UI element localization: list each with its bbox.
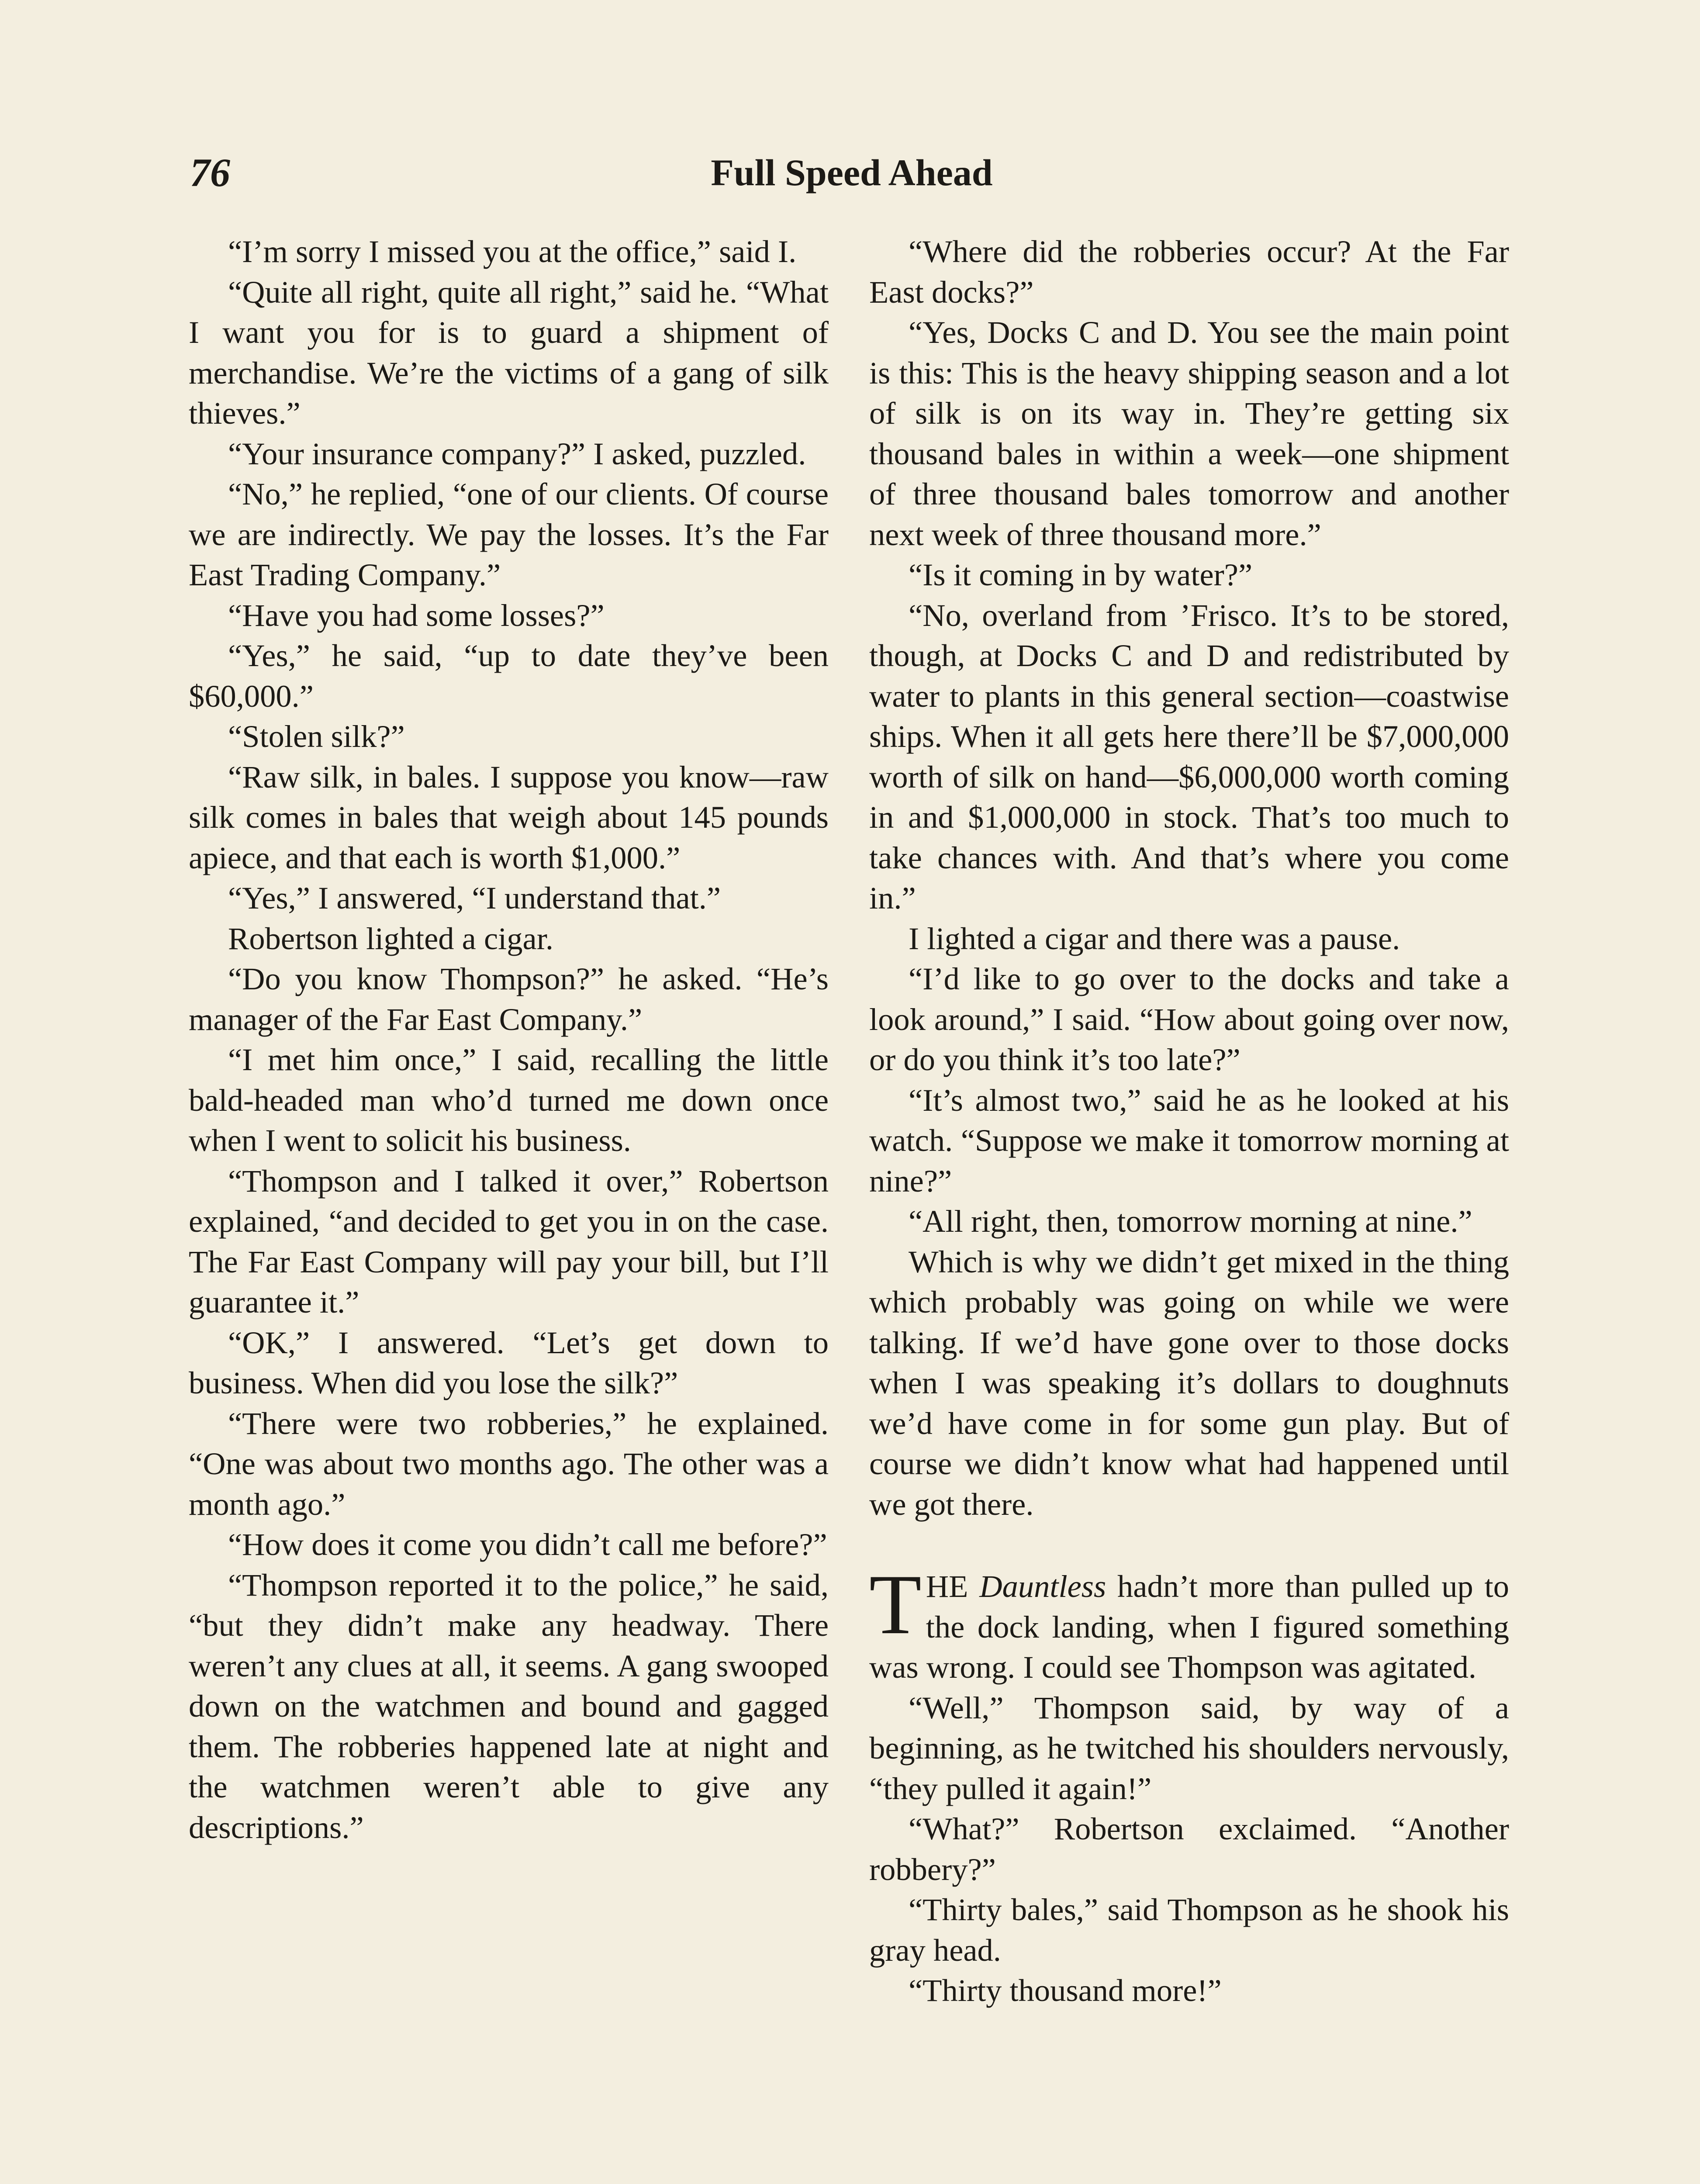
- paragraph: “No,” he replied, “one of our clients. Of course we are indirectly. We pay the losses. It’s the Far East Trading Company.”: [189, 476, 829, 592]
- paragraph: “How does it come you didn’t call me before?”: [228, 1527, 827, 1562]
- paragraph: “Thirty thousand more!”: [909, 1973, 1222, 2008]
- paragraph: “Thirty bales,” said Thompson as he shook his gray head.: [869, 1892, 1509, 1968]
- left-column: [189, 232, 829, 1848]
- paragraph: “I’m sorry I missed you at the office,” said I.: [228, 234, 797, 269]
- paragraph: Robertson lighted a cigar.: [228, 920, 553, 956]
- paragraph: I lighted a cigar and there was a pause.: [909, 920, 1400, 956]
- ship-name: Dauntless: [979, 1569, 1106, 1604]
- paragraph: “Where did the robberies occur? At the Far East docks?”: [869, 234, 1509, 310]
- lead-caps: HE: [926, 1569, 968, 1604]
- paragraph: “I met him once,” I said, recalling the little bald-headed man who’d turned me down once when I went to solicit his business.: [189, 1042, 829, 1158]
- paragraph: “Yes,” he said, “up to date they’ve been $60,000.”: [189, 638, 829, 714]
- paragraph: “There were two robberies,” he explained. “One was about two months ago. The other was a month ago.”: [189, 1405, 829, 1522]
- page-number: 76: [190, 150, 230, 195]
- opening-text: hadn’t more than pulled up to the dock landing, when I figured something was wrong. I could see Thompson was agitated.: [869, 1569, 1509, 1685]
- paragraph: Which is why we didn’t get mixed in the thing which probably was going on while we were talking. If we’d have gone over to those docks when I was speaking it’s dollars to doughnuts we’d have come in for some gun play. But of course we didn’t know what had happened until we got there.: [869, 1244, 1509, 1522]
- paragraph: “What?” Robertson exclaimed. “Another robbery?”: [869, 1811, 1509, 1887]
- section-opening-paragraph: [869, 1557, 1509, 1688]
- paragraph: “Do you know Thompson?” he asked. “He’s manager of the Far East Company.”: [189, 961, 829, 1037]
- paragraph: “Quite all right, quite all right,” said he. “What I want you for is to guard a shipment of merchandise. We’re the victims of a gang of silk thieves.”: [189, 274, 829, 431]
- paragraph: “Yes,” I answered, “I understand that.”: [228, 880, 721, 916]
- paragraph: “Stolen silk?”: [228, 719, 405, 754]
- paragraph: “No, overland from ’Frisco. It’s to be stored, though, at Docks C and D and redistributed by water to plants in this general section—coastwise ships. When it all gets here there’ll be $7,000,000 worth of silk on hand—$6,000,000 worth coming in and $1,000,000 in stock. That’s too much to take chances with. And that’s where you come in.”: [869, 597, 1509, 916]
- page-header: [190, 144, 1513, 201]
- paragraph: “Thompson and I talked it over,” Robertson explained, “and decided to get you in on the case. The Far East Company will pay your bill, but I’ll guarantee it.”: [189, 1163, 829, 1320]
- paragraph: “Have you had some losses?”: [228, 597, 605, 633]
- paragraph: “Well,” Thompson said, by way of a beginning, as he twitched his shoulders nervously, “they pulled it again!”: [869, 1690, 1509, 1806]
- paragraph: “Yes, Docks C and D. You see the main point is this: This is the heavy shipping season and a lot of silk is on its way in. They’re getting six thousand bales in within a week—one shipment of three thousand bales tomorrow and another next week of three thousand more.”: [869, 314, 1509, 552]
- paragraph: “Thompson reported it to the police,” he said, “but they didn’t make any headway. There weren’t any clues at all, it seems. A gang swooped down on the watchmen and bound and gagged them. The robberies happened late at night and the watchmen weren’t able to give any descriptions.”: [189, 1567, 829, 1845]
- paragraph: “Your insurance company?” I asked, puzzled.: [228, 435, 806, 471]
- right-column: [869, 232, 1509, 2011]
- paragraph: “OK,” I answered. “Let’s get down to business. When did you lose the silk?”: [189, 1324, 829, 1400]
- paragraph: “I’d like to go over to the docks and take a look around,” I said. “How about going over now, or do you think it’s too late?”: [869, 961, 1509, 1077]
- paragraph: “Raw silk, in bales. I suppose you know—raw silk comes in bales that weigh about 145 pounds apiece, and that each is worth $1,000.”: [189, 759, 829, 875]
- paragraph: “It’s almost two,” said he as he looked at his watch. “Suppose we make it tomorrow morning at nine?”: [869, 1082, 1509, 1199]
- paragraph: “Is it coming in by water?”: [909, 557, 1253, 592]
- drop-cap: T: [869, 1557, 922, 1652]
- running-title: Full Speed Ahead: [711, 152, 993, 194]
- paragraph: “All right, then, tomorrow morning at nine.”: [909, 1203, 1472, 1239]
